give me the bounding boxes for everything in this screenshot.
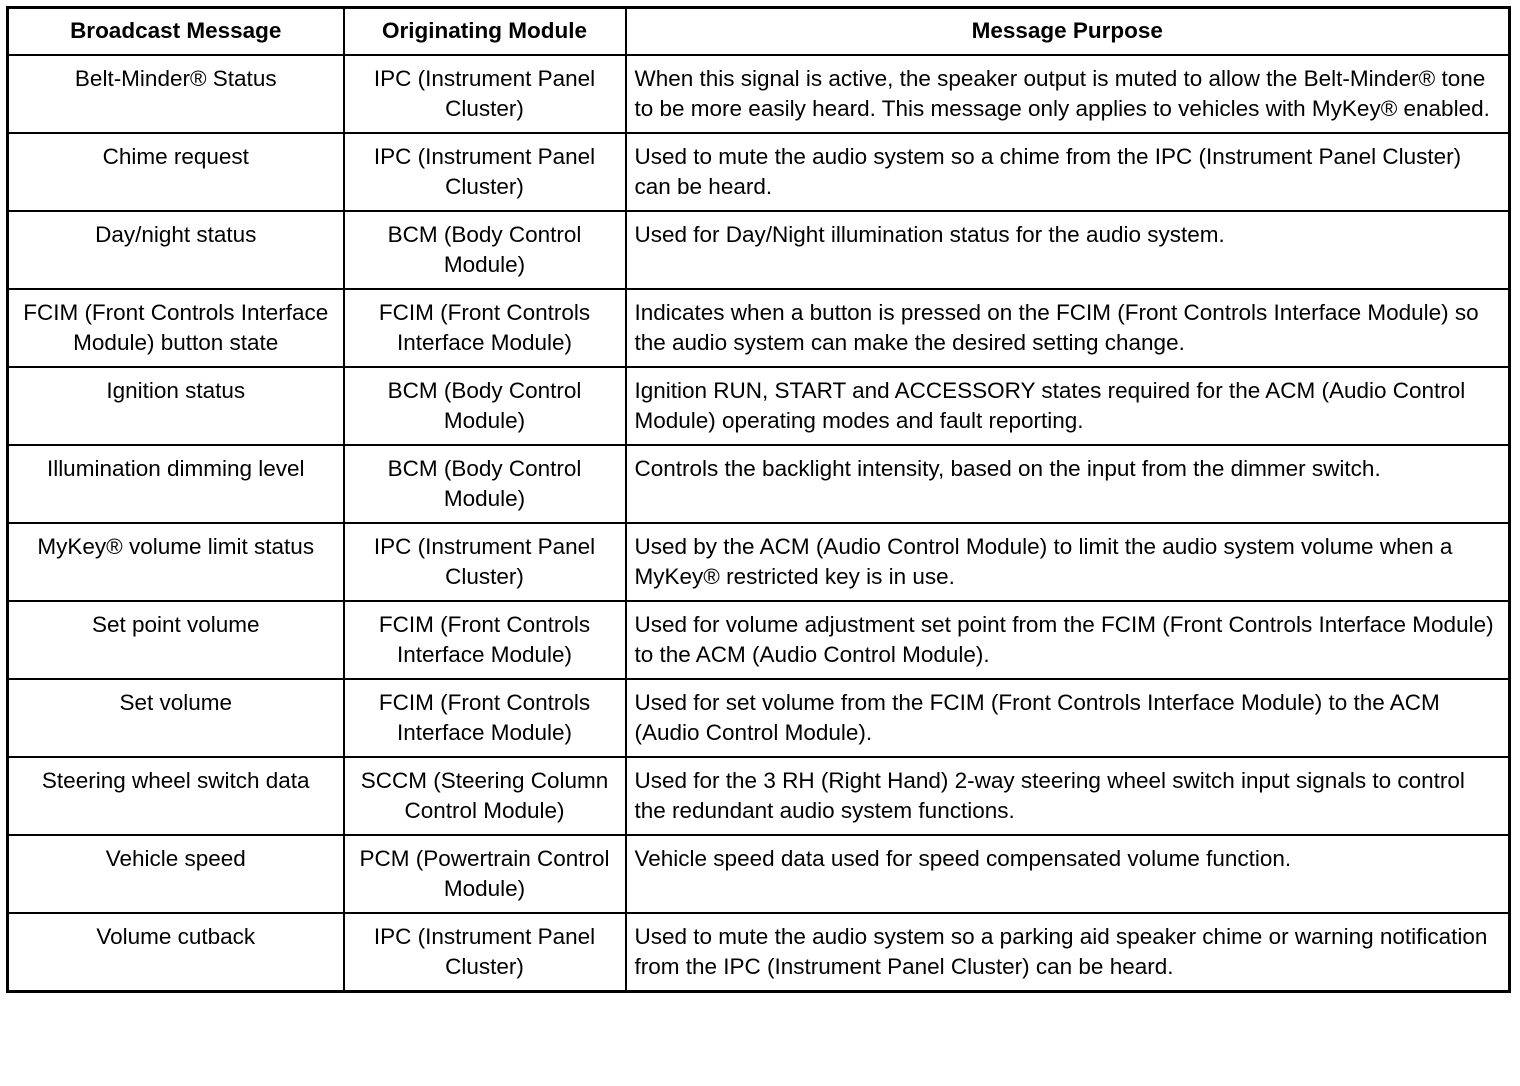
cell-originating-module: SCCM (Steering Column Control Module) — [344, 757, 626, 835]
table-row — [8, 757, 1510, 835]
cell-broadcast-message: Ignition status — [8, 367, 344, 445]
cell-originating-module: FCIM (Front Controls Interface Module) — [344, 601, 626, 679]
cell-broadcast-message: Set point volume — [8, 601, 344, 679]
header-broadcast-message: Broadcast Message — [8, 8, 344, 56]
cell-message-purpose: Used for the 3 RH (Right Hand) 2-way steering wheel switch input signals to control the redundant audio system functions. — [626, 757, 1510, 835]
broadcast-message-table — [6, 6, 1511, 993]
cell-message-purpose: Used for volume adjustment set point from the FCIM (Front Controls Interface Module) to the ACM (Audio Control Module). — [626, 601, 1510, 679]
cell-message-purpose: Used to mute the audio system so a chime from the IPC (Instrument Panel Cluster) can be heard. — [626, 133, 1510, 211]
cell-originating-module: BCM (Body Control Module) — [344, 211, 626, 289]
cell-message-purpose: Vehicle speed data used for speed compensated volume function. — [626, 835, 1510, 913]
cell-originating-module: IPC (Instrument Panel Cluster) — [344, 55, 626, 133]
table-row — [8, 55, 1510, 133]
cell-broadcast-message: Set volume — [8, 679, 344, 757]
table-row — [8, 133, 1510, 211]
cell-broadcast-message: Volume cutback — [8, 913, 344, 992]
header-originating-module: Originating Module — [344, 8, 626, 56]
table-row — [8, 211, 1510, 289]
table-row — [8, 289, 1510, 367]
cell-originating-module: FCIM (Front Controls Interface Module) — [344, 679, 626, 757]
cell-message-purpose: Used for Day/Night illumination status for the audio system. — [626, 211, 1510, 289]
cell-broadcast-message: Illumination dimming level — [8, 445, 344, 523]
cell-originating-module: FCIM (Front Controls Interface Module) — [344, 289, 626, 367]
cell-originating-module: BCM (Body Control Module) — [344, 445, 626, 523]
header-message-purpose: Message Purpose — [626, 8, 1510, 56]
cell-message-purpose: Used for set volume from the FCIM (Front Controls Interface Module) to the ACM (Audio Control Module). — [626, 679, 1510, 757]
cell-message-purpose: Used by the ACM (Audio Control Module) to limit the audio system volume when a MyKey® restricted key is in use. — [626, 523, 1510, 601]
cell-originating-module: PCM (Powertrain Control Module) — [344, 835, 626, 913]
cell-originating-module: BCM (Body Control Module) — [344, 367, 626, 445]
table-header-row — [8, 8, 1510, 56]
cell-originating-module: IPC (Instrument Panel Cluster) — [344, 523, 626, 601]
cell-originating-module: IPC (Instrument Panel Cluster) — [344, 913, 626, 992]
cell-broadcast-message: Day/night status — [8, 211, 344, 289]
table-row — [8, 523, 1510, 601]
cell-broadcast-message: Vehicle speed — [8, 835, 344, 913]
table-row — [8, 601, 1510, 679]
cell-broadcast-message: FCIM (Front Controls Interface Module) button state — [8, 289, 344, 367]
cell-message-purpose: Controls the backlight intensity, based on the input from the dimmer switch. — [626, 445, 1510, 523]
table-row — [8, 367, 1510, 445]
cell-message-purpose: Used to mute the audio system so a parking aid speaker chime or warning notification from the IPC (Instrument Panel Cluster) can be heard. — [626, 913, 1510, 992]
table-row — [8, 835, 1510, 913]
cell-broadcast-message: MyKey® volume limit status — [8, 523, 344, 601]
cell-message-purpose: When this signal is active, the speaker output is muted to allow the Belt-Minder® tone to be more easily heard. This message only applies to vehicles with MyKey® enabled. — [626, 55, 1510, 133]
cell-broadcast-message: Belt-Minder® Status — [8, 55, 344, 133]
cell-message-purpose: Ignition RUN, START and ACCESSORY states required for the ACM (Audio Control Module) operating modes and fault reporting. — [626, 367, 1510, 445]
cell-originating-module: IPC (Instrument Panel Cluster) — [344, 133, 626, 211]
table-row — [8, 913, 1510, 992]
cell-broadcast-message: Steering wheel switch data — [8, 757, 344, 835]
table-row — [8, 679, 1510, 757]
cell-broadcast-message: Chime request — [8, 133, 344, 211]
cell-message-purpose: Indicates when a button is pressed on the FCIM (Front Controls Interface Module) so the audio system can make the desired setting change. — [626, 289, 1510, 367]
table-row — [8, 445, 1510, 523]
